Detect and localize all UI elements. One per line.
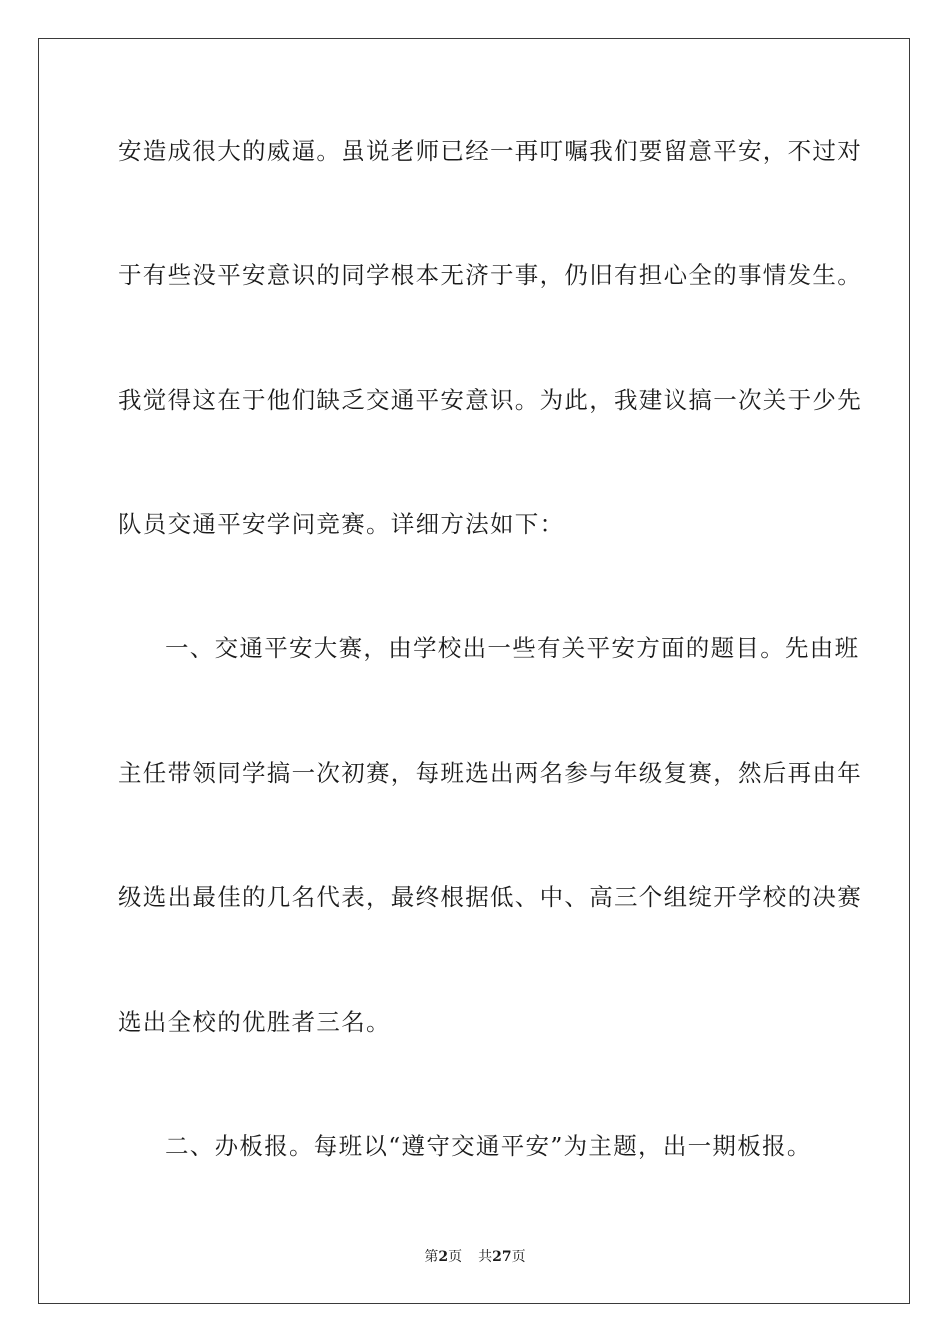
paragraph-1-line-3: 级选出最佳的几名代表，最终根据低、中、高三个组绽开学校的决赛: [118, 883, 862, 911]
paragraph-1-line-4: 选出全校的优胜者三名。: [118, 1008, 391, 1036]
total-suffix: 页: [511, 1249, 526, 1265]
body-line-1: 安造成很大的威逼。虽说老师已经一再叮嘱我们要留意平安，不过对: [118, 137, 862, 165]
page-suffix: 页: [448, 1249, 463, 1265]
page-border: [38, 38, 910, 1304]
body-line-4: 队员交通平安学问竞赛。详细方法如下：: [118, 510, 565, 538]
page-number: 2: [438, 1249, 449, 1265]
page-footer: [0, 1248, 950, 1266]
body-line-2: 于有些没平安意识的同学根本无济于事，仍旧有担心全的事情发生。: [118, 261, 862, 289]
page-prefix: 第: [424, 1249, 439, 1265]
paragraph-1-line-1: 一、交通平安大赛，由学校出一些有关平安方面的题目。先由班: [165, 634, 860, 662]
paragraph-1-line-2: 主任带领同学搞一次初赛，每班选出两名参与年级复赛，然后再由年: [118, 759, 862, 787]
total-pages: 27: [492, 1249, 512, 1265]
body-line-3: 我觉得这在于他们缺乏交通平安意识。为此，我建议搞一次关于少先: [118, 386, 862, 414]
total-prefix: 共: [478, 1249, 493, 1265]
paragraph-2-line-1: 二、办板报。每班以“遵守交通平安”为主题，出一期板报。: [165, 1132, 812, 1160]
